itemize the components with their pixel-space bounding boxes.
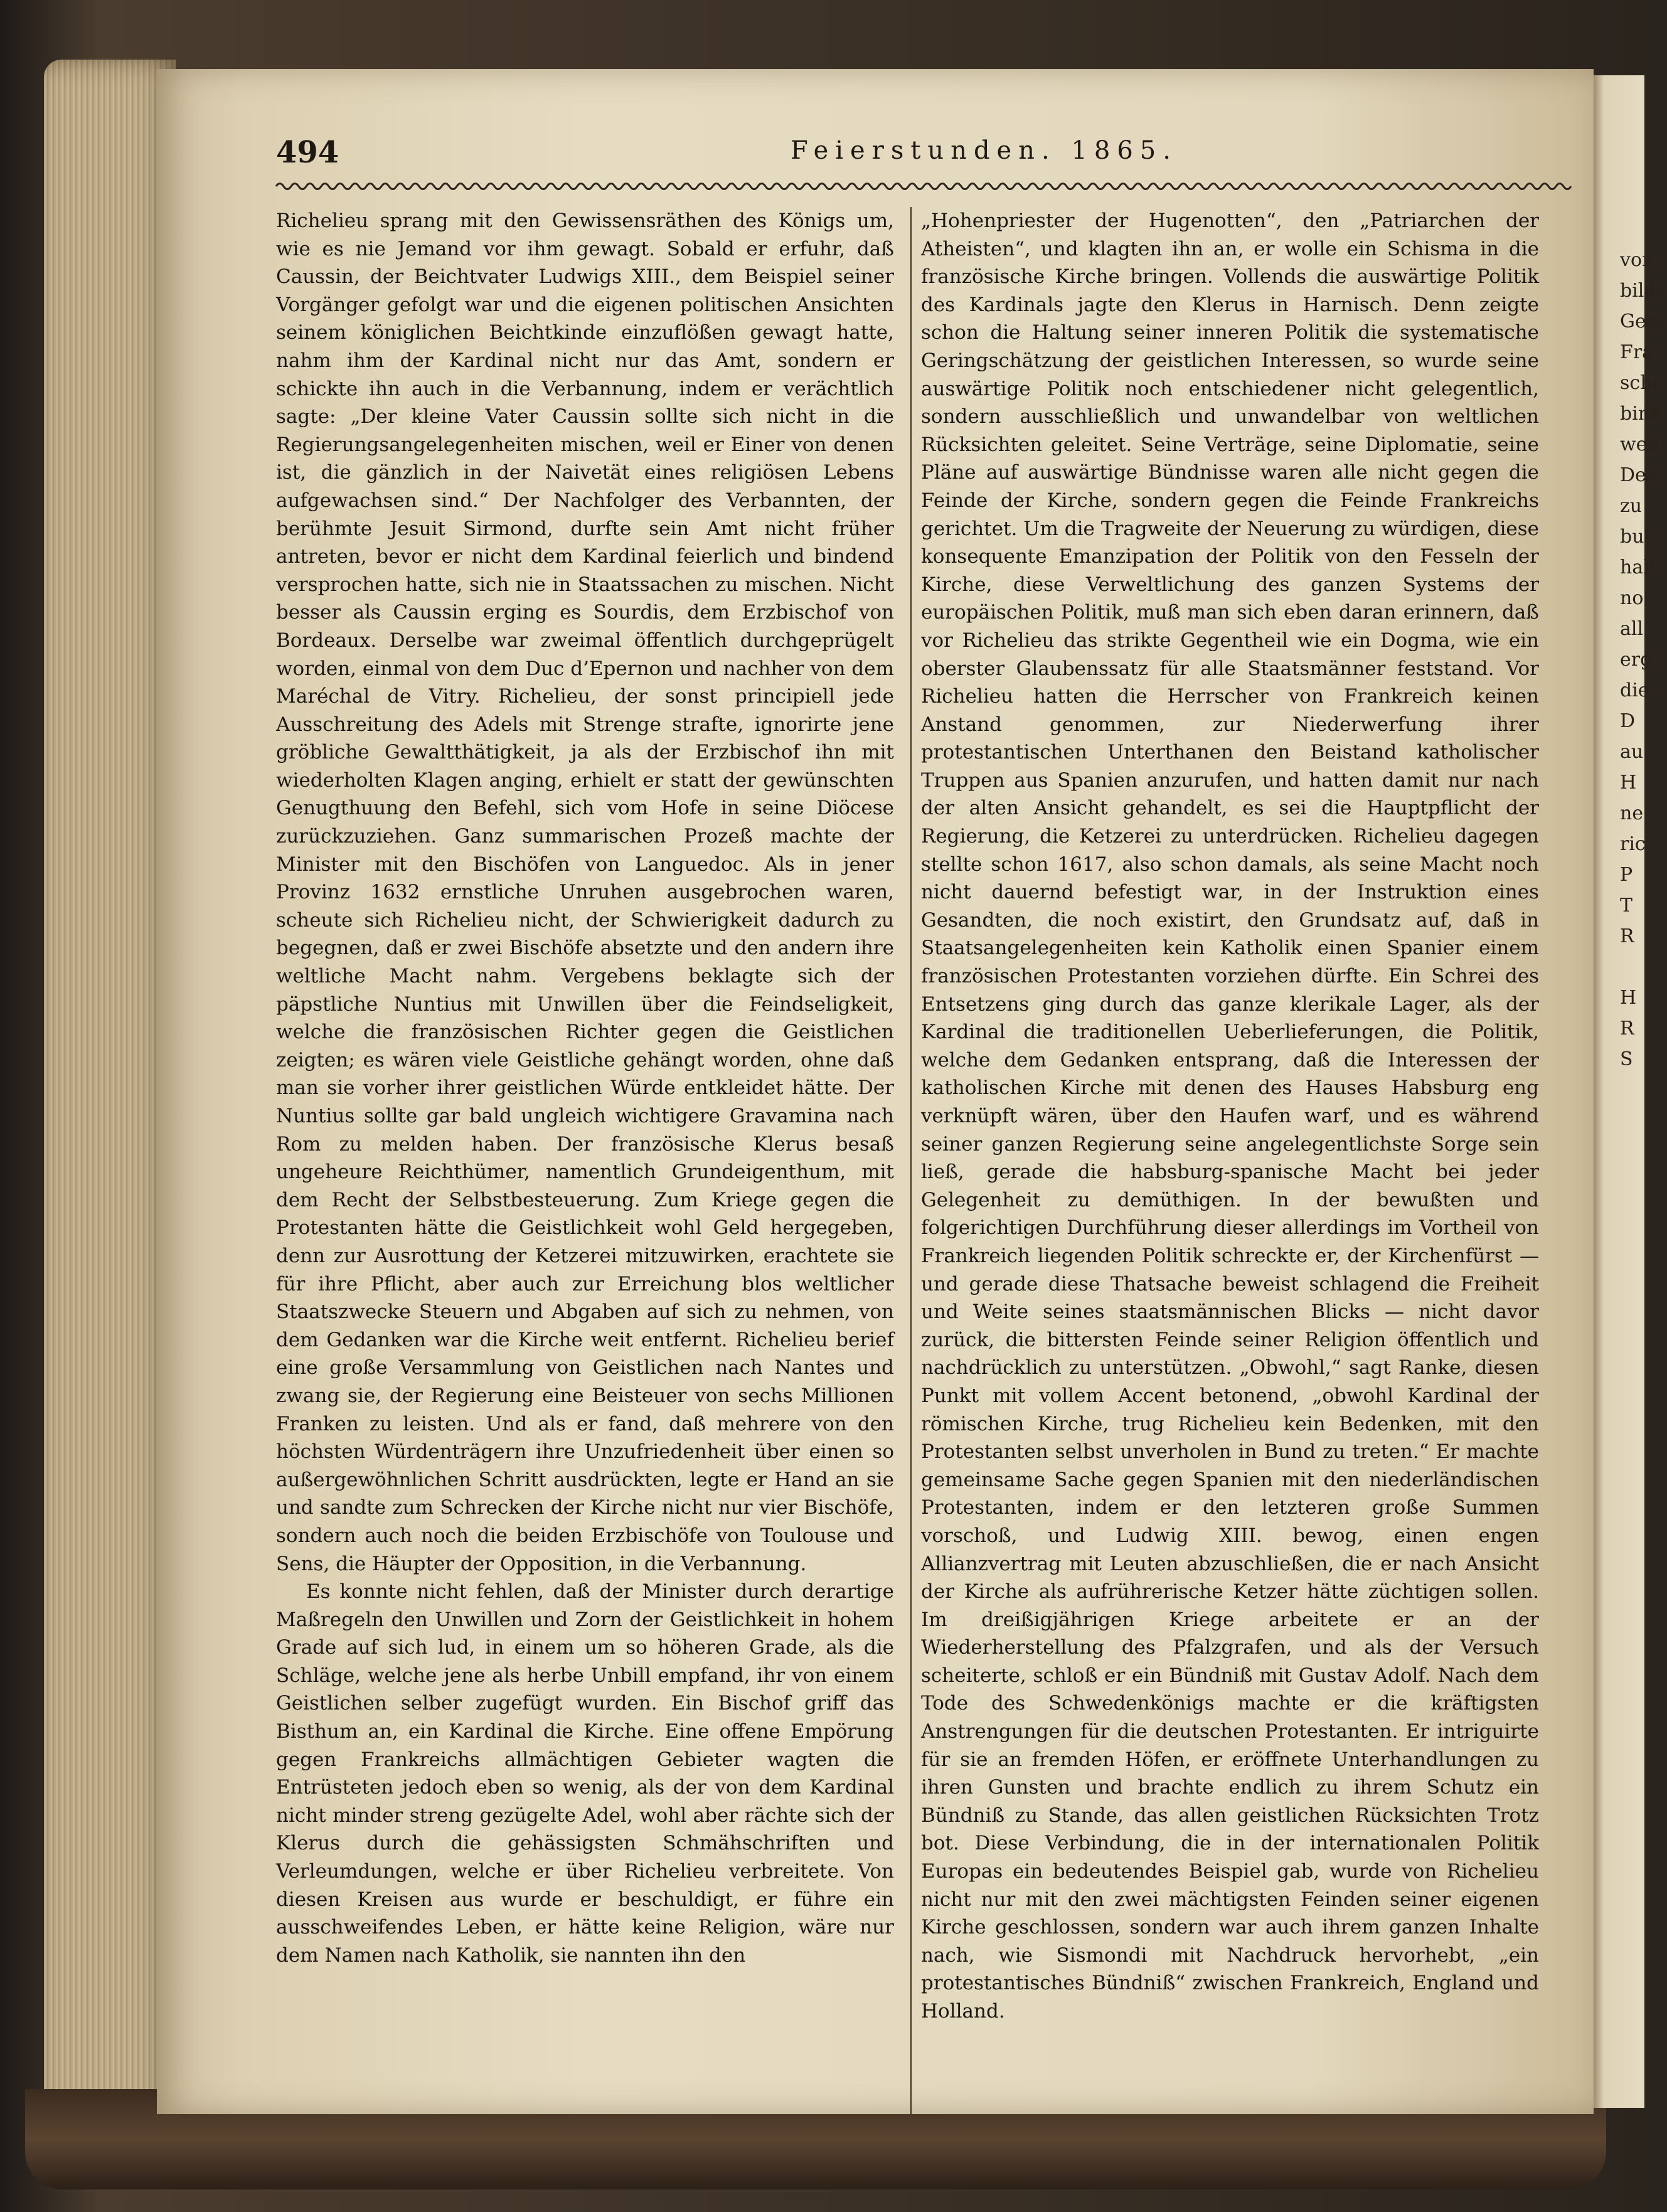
book-page-edges <box>44 60 176 2130</box>
right-text-column <box>921 207 1539 2026</box>
paragraph: Es konnte nicht fehlen, daß der Minister durch derartige Maßregeln den Unwillen und Zorn der Geistlichkeit in hohem Grade auf sich lud, in einem um so höheren Grade, als die Schläge, welche jene als herbe Unbill empfand, ihr von einem Geistlichen selber zugefügt wurden. Ein Bischof griff das Bisthum an, ein Kardinal die Kirche. Eine offene Empörung gegen Frankreichs allmächtigen Gebieter wagten die Entrüsteten jedoch eben so wenig, als der von dem Kardinal nicht minder streng gezügelte Adel, wohl aber rächte sich der Klerus durch die gehässigsten Schmähschriften und Verleumdungen, welche er über Richelieu verbreitete. Von diesen Kreisen aus wurde er beschuldigt, er führe ein ausschweifendes Leben, er hätte keine Religion, wäre nur dem Namen nach Katholik, sie nannten ihn den <box>276 1580 894 1967</box>
column-divider <box>910 207 912 2114</box>
paragraph: „Hohenpriester der Hugenotten“, den „Patriarchen der Atheisten“, und klagten ihn an, er wolle ein Schisma in die französische Kirche bringen. Vollends die auswärtige Politik des Kardinals jagte den Klerus in Harnisch. Denn zeigte schon die Haltung seiner inneren Politik die systematische Geringschätzung der geistlichen Interessen, so wurde seine auswärtige Politik noch entschiedener nicht gelegentlich, sondern ausschließlich und unwandelbar von weltlichen Rücksichten geleitet. Seine Verträge, seine Diplomatie, seine Pläne auf auswärtige Bündnisse waren alle nicht gegen die Feinde der Kirche, sondern gegen die Feinde Frankreichs gerichtet. Um die Tragweite der Neuerung zu würdigen, diese konsequente Emanzipation der Politik von den Fesseln der Kirche, diese Verweltlichung des ganzen Systems der europäischen Politik, muß man sich eben daran erinnern, daß vor Richelieu das strikte Gegentheil wie ein Dogma, wie ein oberster Glaubenssatz für alle Staatsmänner feststand. Vor Richelieu hatten die Herrscher von Frankreich keinen Anstand genommen, zur Niederwerfung ihrer protestantischen Unterthanen den Beistand katholischer Truppen aus Spanien anzurufen, und hatten damit nur nach der alten Ansicht gehandelt, es sei die Hauptpflicht der Regierung, die Ketzerei zu unterdrücken. Richelieu dagegen stellte schon 1617, also schon damals, als seine Macht noch nicht dauernd befestigt war, in der Instruktion eines Gesandten, die noch existirt, den Grundsatz auf, daß in Staatsangelegenheiten kein Katholik einen Spanier einem französischen Protestanten vorziehen dürfte. Ein Schrei des Entsetzens ging durch das ganze klerikale Lager, als der Kardinal die traditionellen Ueberlieferungen, die Politik, welche dem Gedanken entsprang, daß die Interessen der katholischen Kirche mit denen des Hauses Habsburg eng verknüpft wären, über den Haufen warf, und es während seiner ganzen Regierung seine angelegentlichste Sorge sein ließ, gerade die habsburg-spanische Macht bei jeder Gelegenheit zu demüthigen. In der bewußten und folgerichtigen Durchführung dieser allerdings im Vortheil von Frankreich liegenden Politik schreckte er, der Kirchenfürst — und gerade diese Thatsache beweist schlagend die Freiheit und Weite seines staatsmännischen Blicks — nicht davor zurück, die bittersten Feinde seiner Religion öffentlich und nachdrücklich zu unterstützen. „Obwohl,“ sagt Ranke, diesen Punkt mit vollem Accent betonend, „obwohl Kardinal der römischen Kirche, trug Richelieu kein Bedenken, mit den Protestanten selbst unverholen in Bund zu treten.“ Er machte gemeinsame Sache gegen Spanien mit den niederländischen Protestanten, indem er den letzteren große Summen vorschoß, und Ludwig XIII. bewog, einen engen Allianzvertrag mit Leuten abzuschließen, die er nach Ansicht der Kirche als aufrührerische Ketzer hätte züchtigen sollen. Im dreißigjährigen Kriege arbeitete er an der Wiederherstellung des Pfalzgrafen, und als der Versuch scheiterte, schloß er ein Bündniß mit Gustav Adolf. Nach dem Tode des Schwedenkönigs machte er die kräftigsten Anstrengungen für die deutschen Protestanten. Er intriguirte für sie an fremden Höfen, er eröffnete Unterhandlungen zu ihren Gunsten und brachte endlich zu ihrem Schutz ein Bündniß zu Stande, das allen geistlichen Rücksichten Trotz bot. Diese Verbindung, die in der internationalen Politik Europas ein bedeutendes Beispiel gab, wurde von Richelieu nicht nur mit den zwei mächtigsten Feinden seiner eigenen Kirche geschlossen, sondern war auch ihrem ganzen Inhalte nach, wie Sismondi mit Nachdruck hervorhebt, „ein protestantisches Bündniß“ zwischen Frankreich, England und Holland. <box>921 210 1539 2023</box>
adjacent-page-text: von bilde Gess Fra schr bina wen Des zu bul hab no all erg die D au H ne ric P T R H R S <box>1620 249 1667 1070</box>
page-number: 494 <box>276 135 339 170</box>
left-text-column <box>276 207 894 1969</box>
decorative-wave-rule <box>276 177 1562 196</box>
paragraph: Richelieu sprang mit den Gewissensräthen des Königs um, wie es nie Jemand vor ihm gewagt. Sobald er erfuhr, daß Caussin, der Beichtvater Ludwigs XIII., dem Beispiel seiner Vorgänger gefolgt war und die eigenen politischen Ansichten seinem königlichen Beichtkinde einzuflößen gewagt hatte, nahm ihm der Kardinal nicht nur das Amt, sondern er schickte ihn auch in die Verbannung, indem er verächtlich sagte: „Der kleine Vater Caussin sollte sich nicht in die Regierungsangelegenheiten mischen, weil er Einer von denen ist, die gänzlich in der Naivetät eines religiösen Lebens aufgewachsen sind.“ Der Nachfolger des Verbannten, der berühmte Jesuit Sirmond, durfte sein Amt nicht früher antreten, bevor er nicht dem Kardinal feierlich und bindend versprochen hatte, sich nie in Staatssachen zu mischen. Nicht besser als Caussin erging es Sourdis, dem Erzbischof von Bordeaux. Derselbe war zweimal öffentlich durchgeprügelt worden, einmal von dem Duc d’Epernon und nachher von dem Maréchal de Vitry. Richelieu, der sonst principiell jede Ausschreitung des Adels mit Strenge strafte, ignorirte jene gröbliche Gewaltthätigkeit, ja als der Erzbischof ihn mit wiederholten Klagen anging, erhielt er statt der gewünschten Genugthuung den Befehl, sich vom Hofe in seine Diöcese zurückzuziehen. Ganz summarischen Prozeß machte der Minister mit den Bischöfen von Languedoc. Als in jener Provinz 1632 ernstliche Unruhen ausgebrochen waren, scheute sich Richelieu nicht, der Schwierigkeit dadurch zu begegnen, daß er zwei Bischöfe absetzte und den andern ihre weltliche Macht nahm. Vergebens beklagte sich der päpstliche Nuntius mit Unwillen über die Feindseligkeit, welche die französischen Richter gegen die Geistlichen zeigten; es wären viele Geistliche gehängt worden, ohne daß man sie vorher ihrer geistlichen Würde entkleidet hätte. Der Nuntius sollte gar bald ungleich wichtigere Gravamina nach Rom zu melden haben. Der französische Klerus besaß ungeheure Reichthümer, namentlich Grundeigenthum, mit dem Recht der Selbstbesteuerung. Zum Kriege gegen die Protestanten hätte die Geistlichkeit wohl Geld hergegeben, denn zur Ausrottung der Ketzerei mitzuwirken, erachtete sie für ihre Pflicht, aber auch zur Erreichung blos weltlicher Staatszwecke Steuern und Abgaben auf sich zu nehmen, von dem Gedanken war die Kirche weit entfernt. Richelieu berief eine große Versammlung von Geistlichen nach Nantes und zwang sie, der Regierung eine Beisteuer von sechs Millionen Franken zu leisten. Und als er fand, daß mehrere von den höchsten Würdenträgern ihre Unzufriedenheit über einen so außergewöhnlichen Schritt ausdrückten, legte er Hand an sie und sandte zum Schrecken der Kirche nicht nur vier Bischöfe, sondern auch noch die beiden Erzbischöfe von Toulouse und Sens, die Häupter der Opposition, in die Verbannung. <box>276 210 894 1575</box>
running-title: Feierstunden. 1865. <box>791 136 1178 165</box>
page-header <box>276 135 1562 179</box>
